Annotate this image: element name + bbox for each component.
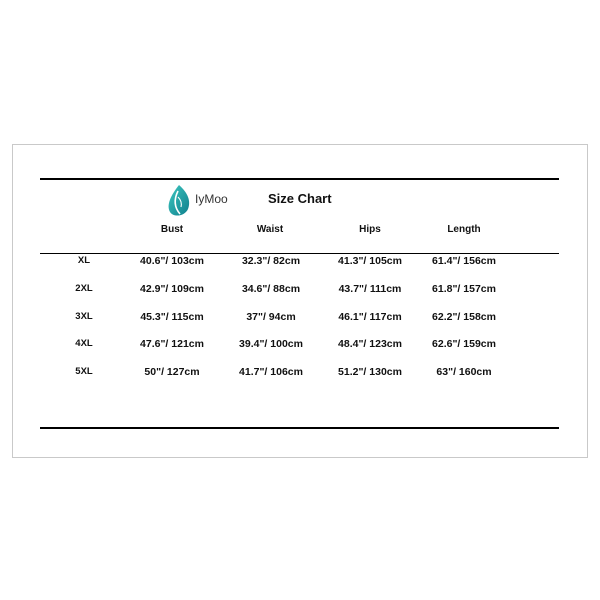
- table-row: [0, 311, 600, 331]
- hips-value: 46.1"/ 117cm: [338, 311, 402, 323]
- size-label: 4XL: [75, 338, 93, 349]
- bust-value: 45.3"/ 115cm: [140, 311, 204, 323]
- bust-value: 47.6"/ 121cm: [140, 338, 204, 350]
- length-value: 62.2"/ 158cm: [432, 311, 496, 323]
- top-divider: [40, 178, 559, 180]
- chart-title: Size Chart: [268, 191, 332, 206]
- brand-name: IyMoo: [195, 192, 228, 206]
- column-header-length: Length: [447, 224, 481, 235]
- length-value: 61.4"/ 156cm: [432, 255, 496, 267]
- hips-value: 41.3"/ 105cm: [338, 255, 402, 267]
- column-header-bust: Bust: [160, 224, 184, 235]
- bust-value: 50"/ 127cm: [144, 366, 200, 378]
- hips-value: 43.7"/ 111cm: [338, 283, 402, 295]
- bottom-divider: [40, 427, 559, 429]
- size-label: 2XL: [75, 283, 93, 294]
- table-row: [0, 283, 600, 303]
- column-header-waist: Waist: [256, 224, 284, 235]
- waist-value: 37"/ 94cm: [246, 311, 296, 323]
- table-row: [0, 255, 600, 275]
- table-row: [0, 366, 600, 386]
- table-row: [0, 338, 600, 358]
- leaf-drop-logo-icon: [166, 183, 192, 219]
- hips-value: 48.4"/ 123cm: [338, 338, 402, 350]
- size-label: 3XL: [75, 311, 93, 322]
- waist-value: 41.7"/ 106cm: [239, 366, 303, 378]
- length-value: 63"/ 160cm: [436, 366, 492, 378]
- waist-value: 32.3"/ 82cm: [241, 255, 301, 267]
- column-header-hips: Hips: [359, 224, 381, 235]
- size-label: XL: [77, 255, 91, 266]
- length-value: 62.6"/ 159cm: [432, 338, 496, 350]
- waist-value: 34.6"/ 88cm: [241, 283, 301, 295]
- waist-value: 39.4"/ 100cm: [239, 338, 303, 350]
- bust-value: 40.6"/ 103cm: [140, 255, 204, 267]
- brand: [166, 183, 228, 219]
- hips-value: 51.2"/ 130cm: [338, 366, 402, 378]
- size-label: 5XL: [75, 366, 93, 377]
- length-value: 61.8"/ 157cm: [432, 283, 496, 295]
- header-divider: [40, 253, 559, 254]
- bust-value: 42.9"/ 109cm: [140, 283, 204, 295]
